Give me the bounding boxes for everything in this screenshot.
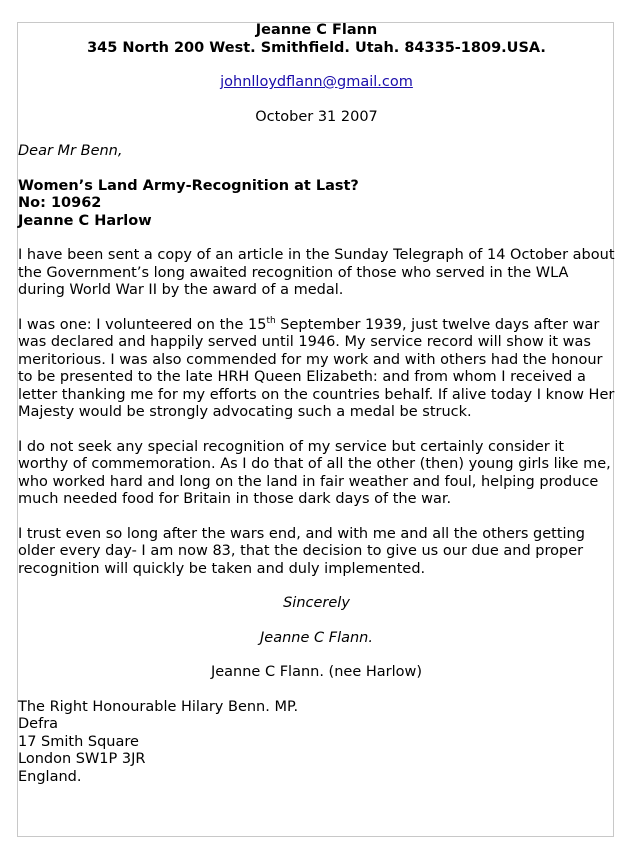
salutation: Dear Mr Benn, xyxy=(18,143,123,159)
sender-name: Jeanne C Flann xyxy=(255,22,378,38)
recipient-line-2: Defra xyxy=(18,716,59,732)
body-paragraph-2: I was one: I volunteered on the 15th September 1939, just twelve days after war was declared and happily served until 1946. My service record will show it was meritorious. I was also commended for my work and with others had the honour to be presented to the late HRH Queen Elizabeth: and from whom I received a letter thanking me for my efforts on the countries behalf. If alive today I know Her Majesty would be strongly advocating such a medal be struck. xyxy=(18,315,615,420)
recipient-line-5: England. xyxy=(18,768,82,785)
letter-content xyxy=(18,22,615,786)
letter-date: October 31 2007 xyxy=(255,108,378,125)
sender-email-link[interactable]: johnlloydflann@gmail.com xyxy=(220,74,413,90)
subject-line-1: Women’s Land Army-Recognition at Last? xyxy=(18,177,359,194)
body-paragraph-1: I have been sent a copy of an article in the Sunday Telegraph of 14 October about the Government’s long awaited recognition of those who served in the WLA during World War II by the award of a medal. xyxy=(18,247,615,298)
sender-address: 345 North 200 West. Smithfield. Utah. 84335-1809.USA. xyxy=(87,39,546,56)
signature: Jeanne C Flann. xyxy=(260,629,373,646)
closing-name-line: Jeanne C Flann. (nee Harlow) xyxy=(210,664,423,680)
recipient-line-1: The Right Honourable Hilary Benn. MP. xyxy=(18,698,299,715)
body-paragraph-4: I trust even so long after the wars end, and with me and all the others getting older every day- I am now 83, that the decision to give us our due and proper recognition will quickly be taken and duly implemented. xyxy=(18,525,585,577)
subject-line-2: No: 10962 xyxy=(18,195,102,211)
closing-sincerely: Sincerely xyxy=(283,595,350,611)
subject-line-3: Jeanne C Harlow xyxy=(18,212,152,229)
recipient-line-3: 17 Smith Square xyxy=(18,733,139,750)
recipient-line-4: London SW1P 3JR xyxy=(18,751,146,767)
body-paragraph-3: I do not seek any special recognition of my service but certainly consider it worthy of commemoration. As I do that of all the other (then) young girls like me, who worked hard and long on the land in fair weather and foul, helping produce much needed food for Britain in those dark days of the war. xyxy=(18,438,611,507)
